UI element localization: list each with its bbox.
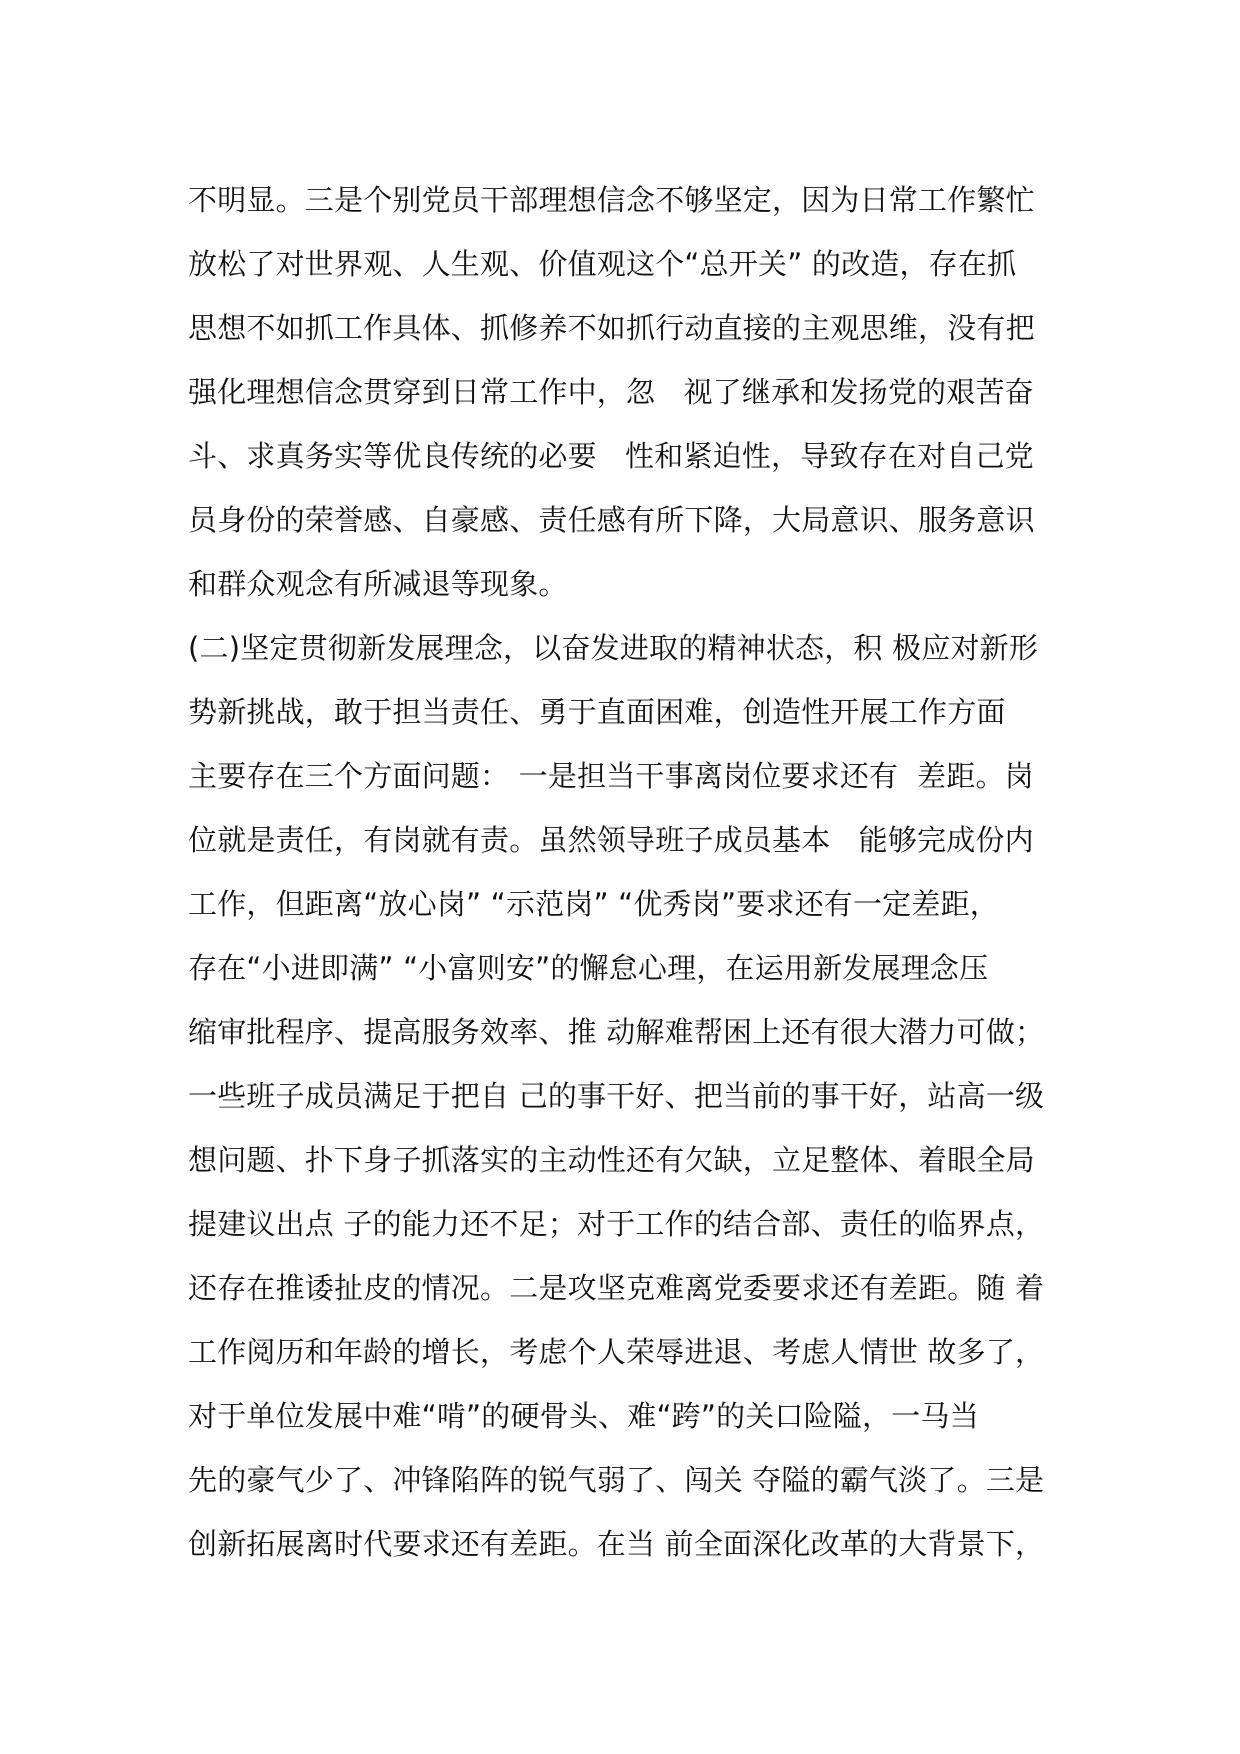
text-line: 思想不如抓工作具体、抓修养不如抓行动直接的主观思维，没有把 [188,311,1035,345]
text-line: 放松了对世界观、人生观、价值观这个“总开关” 的改造，存在抓 [188,247,1017,281]
text-line: 一些班子成员满足于把自 己的事干好、把当前的事干好，站高一级 [188,1079,1045,1113]
text-line: 主要存在三个方面问题： 一是担当干事离岗位要求还有 差距。岗 [188,759,1034,793]
text-line: 不明显。三是个别党员干部理想信念不够坚定，因为日常工作繁忙 [188,183,1035,217]
text-line: 位就是责任，有岗就有责。虽然领导班子成员基本 能够完成份内 [188,823,1034,857]
text-line: 对于单位发展中难“啃”的硬骨头、难“跨”的关口险隘，一马当 [188,1399,979,1433]
text-line: 创新拓展离时代要求还有差距。在当 前全面深化改革的大背景下， [188,1527,1045,1561]
text-line: 员身份的荣誉感、自豪感、责任感有所下降，大局意识、服务意识 [188,503,1035,537]
section-heading-line: 势新挑战，敢于担当责任、勇于直面困难，创造性开展工作方面 [188,695,1006,729]
body-text [188,168,1088,1576]
text-line: 提建议出点 子的能力还不足；对于工作的结合部、责任的临界点， [188,1207,1045,1241]
text-line: 先的豪气少了、冲锋陷阵的锐气弱了、闯关 夺隘的霸气淡了。三是 [188,1463,1045,1497]
text-line: 斗、求真务实等优良传统的必要 性和紧迫性，导致存在对自己党 [188,439,1034,473]
text-line: 工作阅历和年龄的增长，考虑个人荣辱进退、考虑人情世 故多了， [188,1335,1045,1369]
section-heading-line: (二)坚定贯彻新发展理念，以奋发进取的精神状态，积 极应对新形 [188,631,1039,665]
text-line: 工作，但距离“放心岗” “示范岗” “优秀岗”要求还有一定差距， [188,887,999,921]
text-line: 强化理想信念贯穿到日常工作中，忽 视了继承和发扬党的艰苦奋 [188,375,1034,409]
text-line: 存在“小进即满” “小富则安”的懈怠心理，在运用新发展理念压 [188,951,989,985]
text-line: 和群众观念有所减退等现象。 [188,567,568,601]
text-line: 缩审批程序、提高服务效率、推 动解难帮困上还有很大潜力可做； [188,1015,1045,1049]
text-line: 想问题、扑下身子抓落实的主动性还有欠缺，立足整体、着眼全局 [188,1143,1035,1177]
text-line: 还存在推诿扯皮的情况。二是攻坚克难离党委要求还有差距。随 着 [188,1271,1045,1305]
